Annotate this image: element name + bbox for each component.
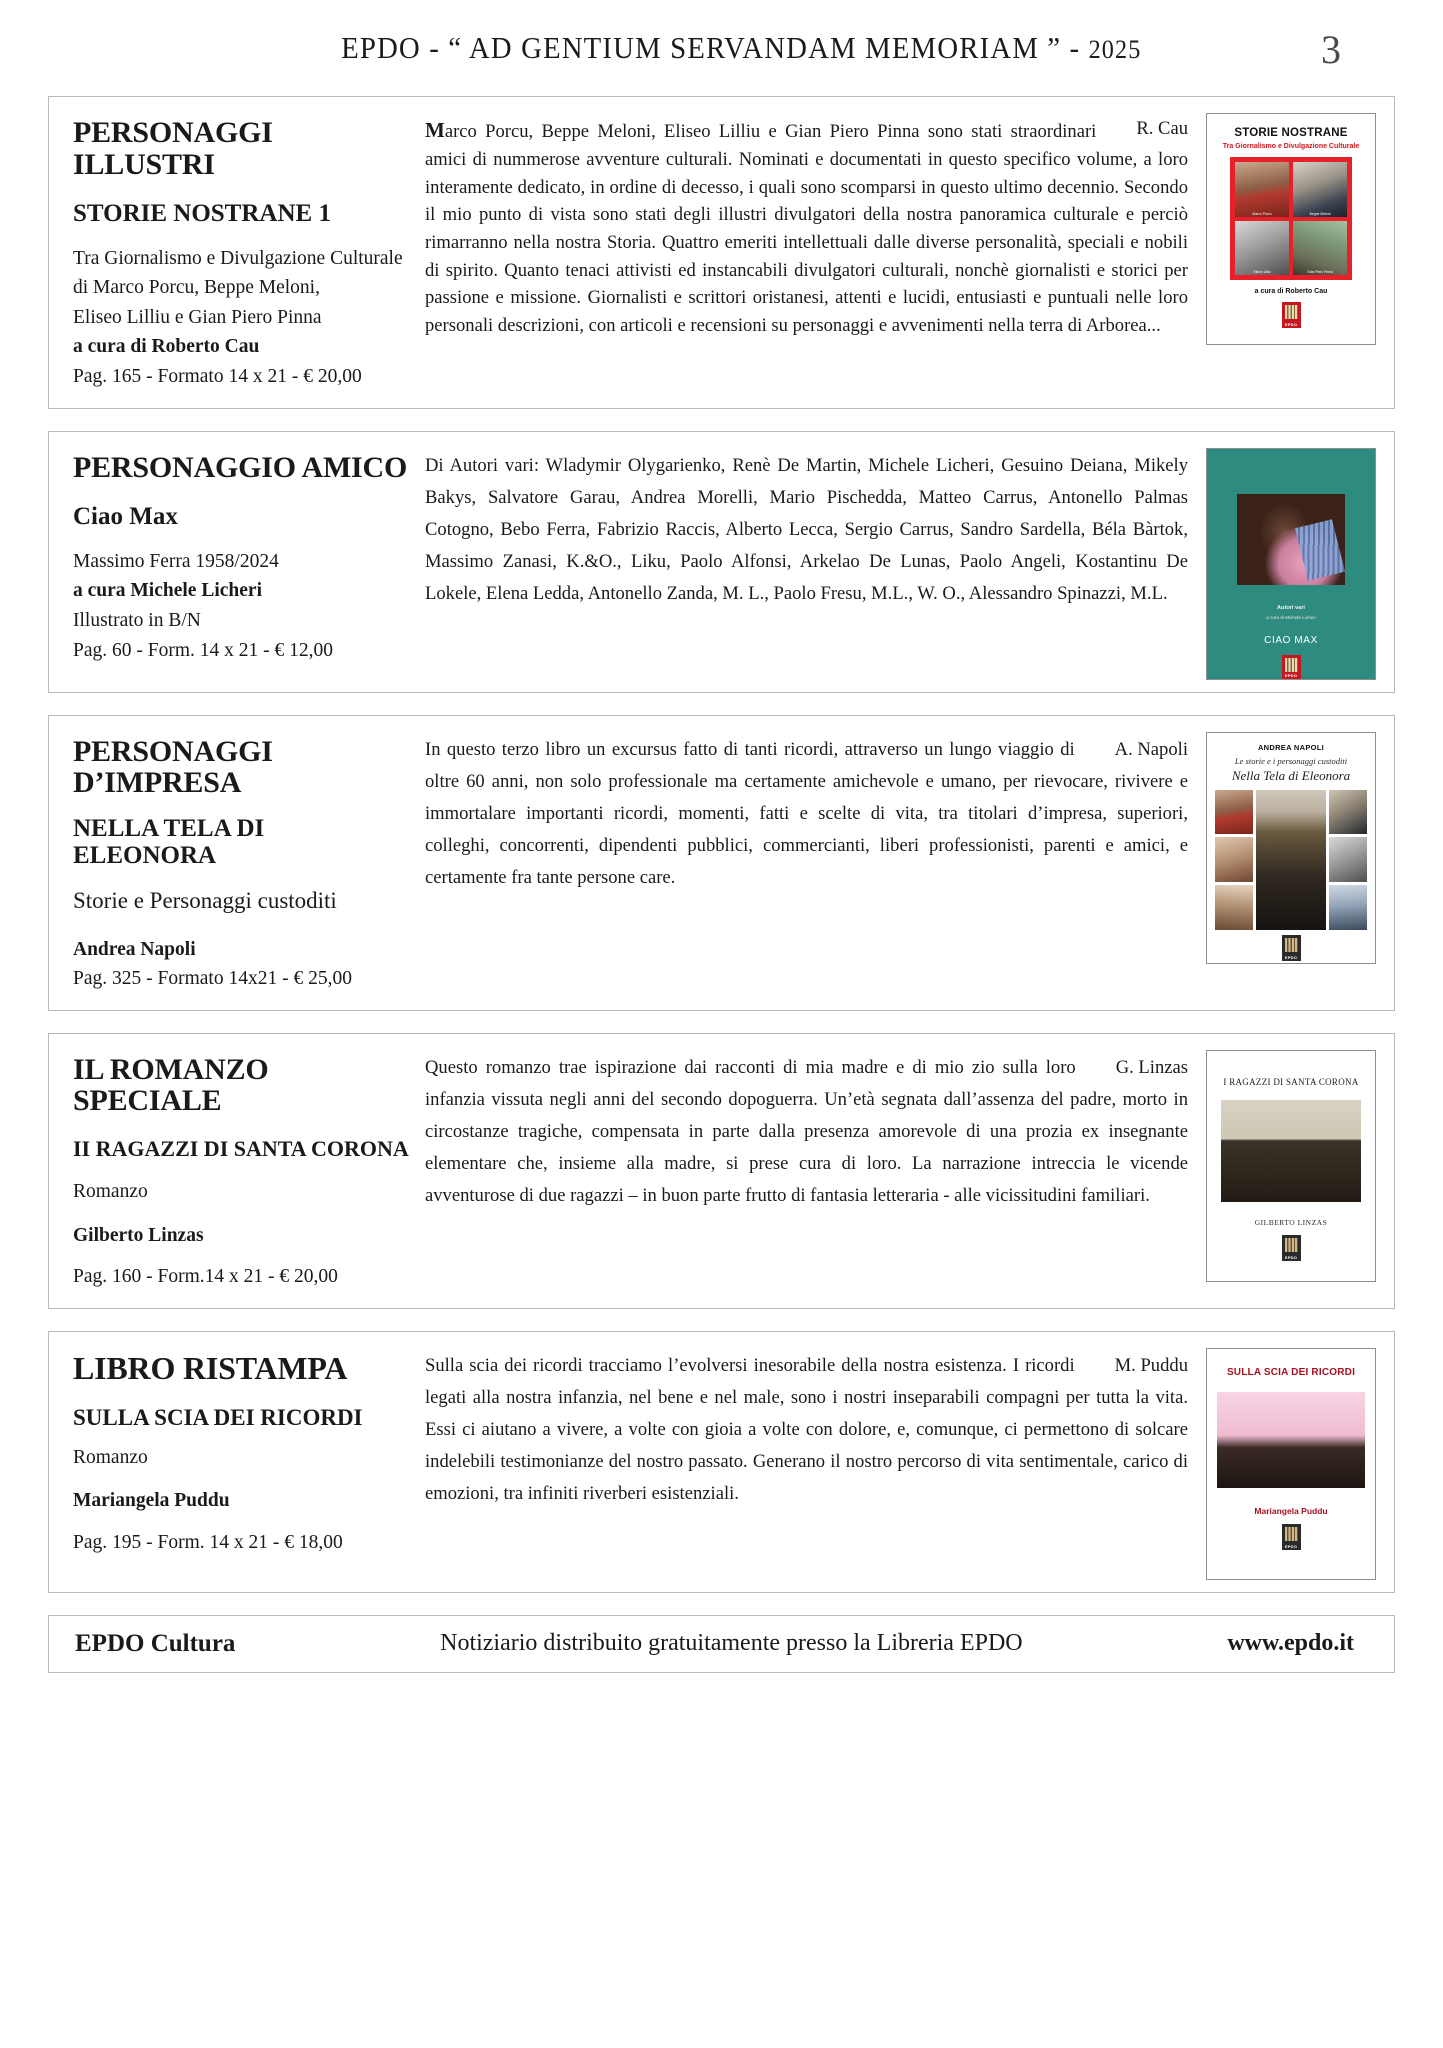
entry-5-body-text: Sulla scia dei ricordi tracciamo l’evolversi inesorabile della nostra esistenza. I ricordi legati alla nostra infanzia, nel bene e nel male, sono i nostri inseparabili compagni per tutta la vita. Essi ci aiutano a vivere, a volte con gioia a volte con dolore, e, comunque, ci permettono di solcare indelebili testimonianze del nostro passato. Generano il nostro percorso di vita sentimentale, carico di emozioni, tra infiniti riverberi esistenziali. bbox=[425, 1354, 1188, 1504]
entry-4-meta-2: Pag. 160 - Form.14 x 21 - € 20,00 bbox=[73, 1266, 338, 1288]
entry-3-description bbox=[415, 728, 1202, 998]
cover-1-caption-3: Eliseo Lilliu bbox=[1253, 270, 1271, 274]
book-entry-4 bbox=[48, 1033, 1395, 1309]
book-cover-storie-nostrane bbox=[1206, 113, 1376, 345]
book-entry-2 bbox=[48, 431, 1395, 693]
book-cover-i-ragazzi-di-santa-corona bbox=[1206, 1050, 1376, 1282]
cover-1-credit: a cura di Roberto Cau bbox=[1254, 288, 1328, 295]
entry-4-category: IL ROMANZO SPECIALE bbox=[73, 1052, 269, 1118]
page-number: 3 bbox=[1321, 27, 1341, 72]
entry-4-meta-1: Gilberto Linzas bbox=[73, 1224, 204, 1246]
cover-4-title: I RAGAZZI DI SANTA CORONA bbox=[1223, 1076, 1359, 1087]
cover-5-author: Mariangela Puddu bbox=[1254, 1505, 1328, 1516]
epdo-logo-icon bbox=[1282, 655, 1301, 679]
cover-3-photo-2 bbox=[1215, 837, 1253, 882]
entry-5-info bbox=[65, 1344, 415, 1580]
epdo-logo-icon bbox=[1282, 935, 1301, 961]
cover-3-photo-4 bbox=[1329, 790, 1367, 835]
cover-1-photo-4 bbox=[1293, 221, 1347, 276]
entry-5-meta-1: Mariangela Puddu bbox=[73, 1490, 230, 1512]
cover-3-photo-3 bbox=[1215, 885, 1253, 930]
cover-2-logo-text: EPDO bbox=[1284, 672, 1298, 678]
cover-2-line1: Autori vari bbox=[1277, 604, 1305, 611]
cover-1-logo-text: EPDO bbox=[1284, 322, 1298, 327]
entry-4-title: II RAGAZZI DI SANTA CORONA bbox=[73, 1135, 409, 1161]
entry-2-info bbox=[65, 444, 415, 680]
entry-1-cover-wrap bbox=[1202, 109, 1380, 396]
entry-1-info bbox=[65, 109, 415, 396]
cover-1-photo-1 bbox=[1235, 162, 1289, 217]
entry-2-category: PERSONAGGIO AMICO bbox=[73, 450, 408, 484]
cover-5-title: SULLA SCIA DEI RICORDI bbox=[1226, 1366, 1356, 1378]
entry-1-body-paragraph bbox=[425, 115, 1188, 339]
entry-3-signature: A. Napoli bbox=[1114, 738, 1188, 760]
cover-1-subtitle: Tra Giornalismo e Divulgazione Culturale bbox=[1222, 143, 1360, 150]
entry-5-meta-2: Pag. 195 - Form. 14 x 21 - € 18,00 bbox=[73, 1532, 343, 1554]
entry-3-category: PERSONAGGI D’IMPRESA bbox=[73, 734, 273, 800]
entry-1-body-text: arco Porcu, Beppe Meloni, Eliseo Lilliu e Gian Piero Pinna sono stati straordinari amici di nummerose avventure culturali. Nominati e documentati in questo specifico volume, a loro interamente dedicato, in ordine di decesso, i quali sono scomparsi in questo ultimo decennio. Secondo il mio punto di vista sono stati degli illustri divulgatori della nostra panoramica culturale e perciò rimarranno nella nostra Storia. Quattro emeriti intellettuali dalle diverse personalità, speciali e nobili di spirito. Quanto tenaci attivisti ed instancabili divulgatori culturali, nonchè giornalisti e storici per passione e missione. Giornalisti e scrittori oristanesi, attenti e lucidi, entusiasti e puntuali nelle loro personali descrizioni, con articoli e recensioni su personaggi e avvenimenti nella terra di Arborea... bbox=[425, 121, 1188, 336]
cover-1-photo-2 bbox=[1293, 162, 1347, 217]
masthead-title bbox=[341, 30, 1141, 66]
book-cover-sulla-scia-dei-ricordi bbox=[1206, 1348, 1376, 1580]
entry-4-description bbox=[415, 1046, 1202, 1296]
masthead-year: 2025 bbox=[1088, 35, 1142, 64]
epdo-logo-icon bbox=[1282, 302, 1301, 328]
entry-1-signature: R. Cau bbox=[1136, 118, 1188, 139]
entry-3-meta-1: Pag. 325 - Formato 14x21 - € 25,00 bbox=[73, 968, 352, 990]
epdo-logo-icon bbox=[1282, 1524, 1301, 1550]
entry-2-body-text: Di Autori vari: Wladymir Olygarienko, Renè De Martin, Michele Licheri, Gesuino Deiana, Mikely Bakys, Salvatore Garau, Andrea Morelli, Mario Pischedda, Matteo Carrus, Antonello Palmas Cotogno, Bebo Ferra, Fabrizio Raccis, Alberto Lecca, Sergio Carrus, Sandro Sardella, Béla Bàrtok, Massimo Zanasi, K.&O., Liku, Paolo Alfonsi, Arkelao De Lunas, Paolo Angeli, Kostantinu De Lokele, Elena Ledda, Antonello Zanda, M. L., Paolo Fresu, M.L., W. O., Alessandro Spinazzi, M.L. bbox=[425, 454, 1188, 604]
entry-3-title: NELLA TELA DI ELEONORA bbox=[73, 814, 265, 870]
entry-2-cover-wrap bbox=[1202, 444, 1380, 680]
entry-5-title: SULLA SCIA DEI RICORDI bbox=[73, 1405, 363, 1431]
entry-1-description bbox=[415, 109, 1202, 396]
cover-5-logo-text: EPDO bbox=[1284, 1543, 1298, 1549]
epdo-logo-icon bbox=[1282, 1235, 1301, 1261]
cover-1-caption-4: Gian Piero Pinna bbox=[1307, 270, 1333, 274]
cover-3-photo-center bbox=[1256, 790, 1326, 930]
entry-1-category: PERSONAGGI ILLUSTRI bbox=[73, 116, 273, 181]
cover-3-photo-5 bbox=[1329, 837, 1367, 882]
entry-5-cover-wrap bbox=[1202, 1344, 1380, 1580]
entry-4-meta-0: Romanzo bbox=[73, 1181, 148, 1203]
entry-5-body-paragraph bbox=[425, 1350, 1188, 1510]
entry-3-info bbox=[65, 728, 415, 998]
cover-1-photo-3 bbox=[1235, 221, 1289, 276]
cover-3-left-column bbox=[1215, 790, 1253, 930]
cover-3-photo-6 bbox=[1329, 885, 1367, 930]
entry-1-meta-0: Tra Giornalismo e Divulgazione Culturale bbox=[73, 247, 403, 269]
cover-3-script-line1: Le storie e i personaggi custoditi bbox=[1234, 755, 1348, 766]
entry-4-body-text: Questo romanzo trae ispirazione dai racconti di mia madre e di mio zio sulla loro infanzia vissuta negli anni del secondo dopoguerra. Un’età segnata dall’assenza del padre, morto in circostanze tragiche, compensata in parte dalla presenza amorevole di una prozia ex insegnante elementare che, insieme alla madre, si prese cura di loro. La narrazione intreccia le vicende avventurose di due ragazzi – in buon parte frutto di fantasia letteraria - alle vicissitudini familiari. bbox=[425, 1056, 1188, 1206]
cover-3-logo-text: EPDO bbox=[1284, 954, 1298, 960]
footer-brand: EPDO Cultura bbox=[75, 1629, 236, 1657]
cover-4-logo-text: EPDO bbox=[1284, 1254, 1298, 1260]
entry-1-meta-3: a cura di Roberto Cau bbox=[73, 336, 260, 358]
cover-1-title: STORIE NOSTRANE bbox=[1234, 127, 1348, 139]
entry-1-meta-4: Pag. 165 - Formato 14 x 21 - € 20,00 bbox=[73, 366, 362, 387]
book-cover-ciao-max bbox=[1206, 448, 1376, 680]
cover-1-photo-collage bbox=[1230, 157, 1352, 280]
entry-5-description bbox=[415, 1344, 1202, 1580]
cover-3-script-line2: Nella Tela di Eleonora bbox=[1231, 767, 1351, 783]
entry-3-cover-wrap bbox=[1202, 728, 1380, 998]
book-cover-nella-tela-di-eleonora bbox=[1206, 732, 1376, 964]
cover-2-title: CIAO MAX bbox=[1264, 634, 1318, 646]
entry-5-signature: M. Puddu bbox=[1114, 1354, 1188, 1376]
book-entry-1 bbox=[48, 96, 1395, 409]
cover-1-caption-2: Beppe Meloni bbox=[1309, 211, 1331, 216]
cover-3-right-column bbox=[1329, 790, 1367, 930]
book-entry-3 bbox=[48, 715, 1395, 1011]
entry-2-title: Ciao Max bbox=[73, 503, 178, 531]
entry-4-cover-wrap bbox=[1202, 1046, 1380, 1296]
cover-3-author: ANDREA NAPOLI bbox=[1257, 742, 1325, 752]
cover-3-photo-1 bbox=[1215, 790, 1253, 835]
entry-2-description bbox=[415, 444, 1202, 680]
entry-3-meta-0: Andrea Napoli bbox=[73, 938, 196, 960]
page-footer bbox=[48, 1615, 1395, 1673]
entry-2-meta-0: Massimo Ferra 1958/2024 bbox=[73, 550, 279, 572]
footer-note: Notiziario distribuito gratuitamente presso la Libreria EPDO bbox=[440, 1630, 1023, 1657]
cover-2-line2: a cura di Michele Licheri bbox=[1266, 614, 1316, 620]
entry-3-subtitle: Storie e Personaggi custoditi bbox=[73, 887, 337, 913]
masthead bbox=[48, 0, 1395, 96]
entry-2-meta-3: Pag. 60 - Form. 14 x 21 - € 12,00 bbox=[73, 639, 333, 661]
entry-5-category: LIBRO RISTAMPA bbox=[73, 1349, 348, 1386]
entry-4-signature: G. Linzas bbox=[1115, 1056, 1188, 1078]
cover-4-photo bbox=[1221, 1100, 1361, 1202]
footer-website-link[interactable]: www.epdo.it bbox=[1227, 1630, 1354, 1657]
entry-1-meta-2: Eliseo Lilliu e Gian Piero Pinna bbox=[73, 306, 322, 328]
cover-4-author: GILBERTO LINZAS bbox=[1254, 1217, 1328, 1227]
entry-4-info bbox=[65, 1046, 415, 1296]
entry-4-body-paragraph bbox=[425, 1052, 1188, 1212]
cover-1-caption-1: Marco Porcu bbox=[1252, 211, 1272, 216]
entry-2-meta-2: Illustrato in B/N bbox=[73, 609, 201, 631]
entry-3-body-paragraph bbox=[425, 734, 1188, 894]
cover-3-photo-collage bbox=[1215, 790, 1367, 930]
entry-2-body-paragraph bbox=[425, 450, 1188, 610]
masthead-text: EPDO - “ AD GENTIUM SERVANDAM MEMORIAM ” - bbox=[341, 30, 1089, 65]
entry-1-title: STORIE NOSTRANE 1 bbox=[73, 200, 331, 227]
entry-1-dropcap: M bbox=[425, 118, 445, 142]
entry-3-body-text: In questo terzo libro un excursus fatto di tanti ricordi, attraverso un lungo viaggio di oltre 60 anni, non solo professionale ma certamente amichevole e umano, per rievocare, rivivere e immortalare importanti ricordi, momenti, fatti e scelte di vita, tra titolari d’impresa, superiori, colleghi, concorrenti, dipendenti pubblici, commercianti, liberi professionisti, parenti e amici, e certamente fra tante persone care. bbox=[425, 738, 1188, 888]
cover-5-photo bbox=[1217, 1392, 1365, 1488]
book-entry-5 bbox=[48, 1331, 1395, 1593]
entry-2-meta-1: a cura Michele Licheri bbox=[73, 580, 262, 602]
entry-1-meta-1: di Marco Porcu, Beppe Meloni, bbox=[73, 277, 320, 299]
entry-5-meta-0: Romanzo bbox=[73, 1446, 148, 1468]
cover-2-photo bbox=[1237, 494, 1345, 585]
